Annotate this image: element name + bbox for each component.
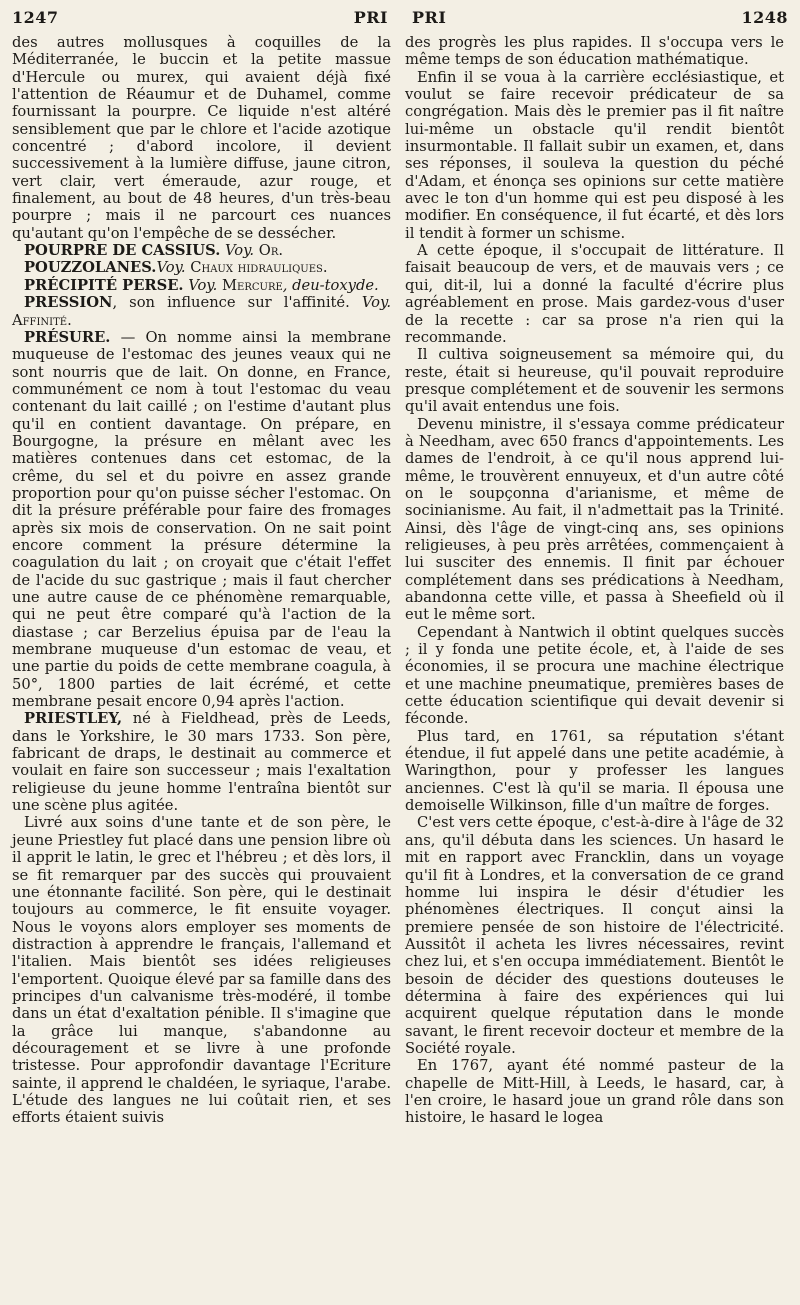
paragraph: Devenu ministre, il s'essaya comme prédicateur à Needham, avec 650 francs d'appointements. Les dames de l'endroit, à ce qu'il nous apprend lui-même, le trouvèrent ennuyeux, et d'un autre côté on le soupçonna d'arianisme, et même de socinianisme. Au fait, il n'admettait pas la Trinité. Ainsi, dès l'âge de vingt-cinq ans, ses opinions religieuses, à peu près arrêtées, commençaient à lui susciter des ennemis. Il finit par échouer complétement dans ses prédications à Needham, abandonna cette ville, et passa à Sheefield où il eut le même sort. (405, 415, 784, 624)
cross-reference: Chaux hidrauliques. (190, 259, 328, 277)
entry-pression (12, 294, 391, 329)
paragraph: Il cultiva soigneusement sa mémoire qui, du reste, était si heureuse, qu'il pouvait reproduire presque complétement et de souvenir les sermons qu'il avait entendus une fois. (405, 346, 784, 416)
see-ref: Voy. (156, 259, 186, 277)
right-column (405, 34, 784, 1127)
right-header (400, 8, 788, 27)
right-running-head: PRI (412, 8, 447, 27)
entry-pouzzolanes (12, 259, 391, 276)
paragraph: En 1767, ayant été nommé pasteur de la chapelle de Mitt-Hill, à Leeds, le hasard, car, à l'en croire, le hasard joue un grand rôle dans son histoire, le hasard le logea (405, 1057, 784, 1127)
entry-precipite-perse (12, 277, 391, 294)
paragraph: C'est vers cette époque, c'est-à-dire à l'âge de 32 ans, qu'il débuta dans les sciences. Un hasard le mit en rapport avec Francklin, dans un voyage qu'il fit à Londres, et la conversation de ce grand homme lui inspira le désir d'étudier les phénomènes électriques. Il conçut ainsi la premiere pensée de son histoire de l'électricité. Aussitôt il acheta les livres nécessaires, revint chez lui, et s'en occupa immédiatement. Bientôt le besoin de décider des questions douteuses le détermina à faire des expériences qui lui acquirent quelque réputation dans le monde savant, le firent recevoir docteur et membre de la Société royale. (405, 814, 784, 1057)
cross-reference: Or. (258, 242, 284, 260)
right-page-number: 1248 (741, 8, 788, 27)
entry-headword: PRÉCIPITÉ PERSE. (24, 276, 184, 294)
running-header (12, 8, 788, 34)
entry-presure (12, 329, 391, 711)
entry-headword: POUZZOLANES. (24, 259, 157, 277)
see-ref: Voy. (361, 294, 391, 312)
left-page-number: 1247 (12, 8, 59, 27)
left-header (12, 8, 400, 27)
left-column (12, 34, 391, 1127)
entry-priestley (12, 710, 391, 814)
paragraph: Livré aux soins d'une tante et de son père, le jeune Priestley fut placé dans une pension libre où il apprit le latin, le grec et l'hébreu ; et dès lors, il se fit remarquer par des succès qui prouvaient une étonnante facilité. Son père, qui le destinait toujours au commerce, le fit ensuite voyager. Nous le voyons alors employer ses moments de distraction à apprendre le français, l'allemand et l'italien. Mais bientôt ses idées religieuses l'emportent. Quoique élevé par sa famille dans des principes d'un calvanisme très-modéré, il tombe dans un état d'exaltation pénible. Il s'imagine que la grâce lui manque, s'abandonne au découragement et se livre à une profonde tristesse. Pour approfondir davantage l'Ecriture sainte, il apprend le chaldéen, le syriaque, l'arabe. L'étude des langues ne lui coûtait rien, et ses efforts étaient suivis (12, 814, 391, 1127)
entry-pourpre-de-cassius (12, 242, 391, 259)
entry-text: — On nomme ainsi la membrane muqueuse de l'estomac des jeunes veaux qui ne sont nourris que de lait. On donne, en France, communément ce nom à tout l'estomac du veau contenant du lait caillé ; on l'estime d'autant plus qu'il en contient davantage. On prépare, en Bourgogne, la présure en mêlant avec les matières contenues dans cet estomac, de la crême, du sel et du poivre en assez grande proportion pour qu'on puisse sécher l'estomac. On dit la présure préférable pour faire des fromages après six mois de conservation. On ne sait point encore comment la présure détermine la coagulation du lait ; on croyait que c'était l'effet de l'acide du suc gastrique ; mais il faut chercher une autre cause de ce phénomène remarquable, qui ne peut être comparé qu'à l'action de la diastase ; car Berzelius épuisa par de l'eau la membrane muqueuse d'un estomac de veau, et une partie du poids de cette membrane coagula, à 50°, 1800 parties de lait écrémé, et cette membrane pesait encore 0,94 après l'action. (12, 328, 391, 711)
see-ref: Voy. (188, 276, 218, 294)
entry-headword: POURPRE DE CASSIUS. (24, 242, 221, 260)
entry-text: né à Fieldhead, près de Leeds, dans le Yorkshire, le 30 mars 1733. Son père, fabricant de draps, le destinait au commerce et voulait en faire son successeur ; mais l'exaltation religieuse du jeune homme l'entraîna bientôt sur une scène plus agitée. (12, 710, 391, 815)
paragraph: Enfin il se voua à la carrière ecclésiastique, et voulut se faire recevoir prédicateur de sa congrégation. Mais dès le premier pas il fit naître lui-même un obstacle qu'il rendit bientôt insurmontable. Il fallait subir un examen, et, dans ses réponses, il souleva la question du péché d'Adam, et énonça ses opinions sur cette matière avec le ton d'un homme qui est peu disposé à les modifier. En conséquence, il fut écarté, et dès lors il tendit à former un schisme. (405, 68, 784, 242)
cross-reference: Mercure (222, 276, 283, 294)
entry-headword: PRÉSURE. (24, 328, 111, 346)
cross-reference-tail: , deu-toxyde. (282, 276, 379, 294)
paragraph: A cette époque, il s'occupait de littérature. Il faisait beaucoup de vers, et de mauvais vers ; ce qui, dit-il, lui a donné la faculté d'écrire plus agréablement en prose. Mais gardez-vous d'user de la recette : car sa prose n'a rien qui la recommande. (405, 242, 784, 346)
entry-text: , son influence sur l'affinité. (112, 294, 350, 312)
cross-reference: Affinité. (12, 311, 72, 329)
text-columns (12, 34, 788, 1127)
paragraph: des autres mollusques à coquilles de la Méditerranée, le buccin et la petite massue d'Hercule ou murex, qui avaient déjà fixé l'attention de Réaumur et de Duhamel, comme fournissant la pourpre. Ce liquide n'est altéré sensiblement que par le chlore et l'acide azotique concentré ; d'abord incolore, il devient successivement à la lumière diffuse, jaune citron, vert clair, vert émeraude, azur rouge, et finalement, au bout de 48 heures, d'un très-beau pourpre ; mais il ne parcourt ces nuances qu'autant qu'on l'empêche de se dessécher. (12, 34, 391, 242)
paragraph: Plus tard, en 1761, sa réputation s'étant étendue, il fut appelé dans une petite académie, à Waringthon, pour y professer les langues anciennes. C'est là qu'il se maria. Il épousa une demoiselle Wilkinson, fille d'un maître de forges. (405, 727, 784, 815)
entry-headword: PRESSION (24, 294, 113, 312)
left-running-head: PRI (353, 8, 388, 27)
entry-headword: PRIESTLEY, (24, 710, 123, 728)
paragraph: des progrès les plus rapides. Il s'occupa vers le même temps de son éducation mathématique. (405, 34, 784, 69)
paragraph: Cependant à Nantwich il obtint quelques succès ; il y fonda une petite école, et, à l'aide de ses économies, il se procura une machine électrique et une machine pneumatique, premières bases de cette éducation scientifique qui devait devenir si féconde. (405, 623, 784, 728)
see-ref: Voy. (224, 242, 255, 260)
